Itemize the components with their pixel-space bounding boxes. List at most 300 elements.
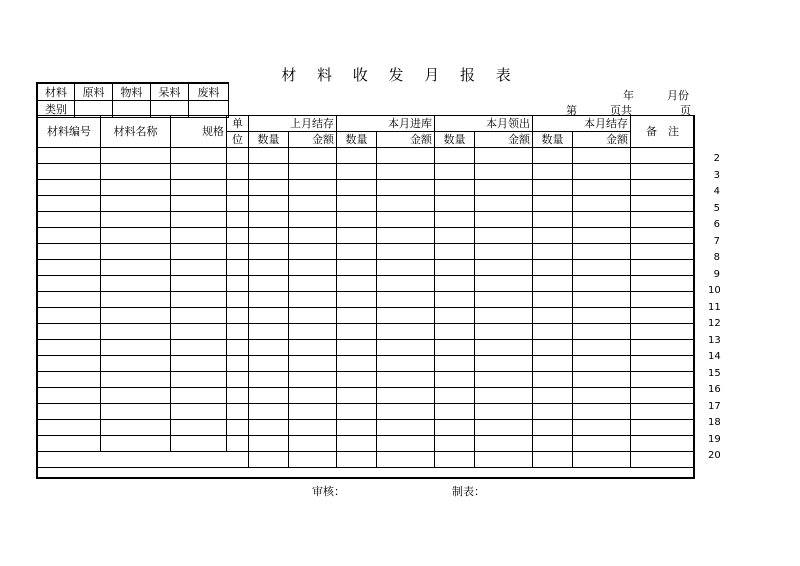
- category-label-2: 类别: [38, 101, 75, 118]
- table-cell[interactable]: [533, 244, 573, 260]
- table-cell[interactable]: [249, 260, 289, 276]
- table-cell[interactable]: [377, 244, 435, 260]
- table-cell[interactable]: [573, 452, 631, 468]
- table-cell[interactable]: [289, 292, 337, 308]
- table-cell[interactable]: [475, 196, 533, 212]
- table-cell[interactable]: [38, 388, 101, 404]
- table-cell[interactable]: [337, 324, 377, 340]
- col-header-unit-2: 位: [227, 132, 249, 148]
- table-cell[interactable]: [289, 404, 337, 420]
- table-cell[interactable]: [533, 276, 573, 292]
- table-cell[interactable]: [337, 260, 377, 276]
- table-cell[interactable]: [227, 324, 249, 340]
- table-cell[interactable]: [377, 180, 435, 196]
- category-table: [37, 83, 229, 118]
- table-cell[interactable]: [435, 372, 475, 388]
- table-cell[interactable]: [533, 212, 573, 228]
- table-cell[interactable]: [377, 372, 435, 388]
- table-row: [38, 196, 695, 212]
- table-cell[interactable]: [227, 372, 249, 388]
- table-cell[interactable]: [573, 436, 631, 452]
- table-cell[interactable]: [101, 164, 171, 180]
- table-cell[interactable]: [101, 260, 171, 276]
- table-row: [38, 180, 695, 196]
- table-cell[interactable]: [631, 356, 695, 372]
- col-header-qty: 数量: [249, 132, 289, 148]
- table-cell[interactable]: [337, 180, 377, 196]
- table-cell[interactable]: [38, 452, 249, 468]
- table-cell[interactable]: [475, 164, 533, 180]
- table-cell[interactable]: [249, 244, 289, 260]
- category-top-border: [37, 82, 229, 84]
- table-cell[interactable]: [38, 260, 101, 276]
- row-number: 14: [708, 351, 721, 362]
- table-cell[interactable]: [171, 244, 227, 260]
- table-cell[interactable]: [289, 324, 337, 340]
- table-cell[interactable]: [435, 148, 475, 164]
- table-cell[interactable]: [171, 308, 227, 324]
- table-cell[interactable]: [631, 324, 695, 340]
- table-cell[interactable]: [377, 260, 435, 276]
- page-suffix: 页: [680, 104, 691, 117]
- col-header-group-out: 本月领出: [435, 116, 533, 132]
- table-cell[interactable]: [573, 324, 631, 340]
- table-cell[interactable]: [249, 356, 289, 372]
- table-cell[interactable]: [435, 196, 475, 212]
- table-row: [38, 260, 695, 276]
- table-cell[interactable]: [631, 196, 695, 212]
- table-cell[interactable]: [475, 388, 533, 404]
- table-cell[interactable]: [337, 420, 377, 436]
- table-cell[interactable]: [337, 164, 377, 180]
- table-cell[interactable]: [533, 164, 573, 180]
- table-cell[interactable]: [377, 404, 435, 420]
- table-cell[interactable]: [435, 308, 475, 324]
- table-cell[interactable]: [377, 324, 435, 340]
- table-cell[interactable]: [38, 276, 101, 292]
- table-cell[interactable]: [289, 388, 337, 404]
- table-cell[interactable]: [337, 308, 377, 324]
- table-cell[interactable]: [377, 436, 435, 452]
- table-cell[interactable]: [631, 452, 695, 468]
- table-cell[interactable]: [38, 196, 101, 212]
- table-cell[interactable]: [533, 180, 573, 196]
- table-cell[interactable]: [337, 292, 377, 308]
- table-cell[interactable]: [227, 436, 249, 452]
- table-cell[interactable]: [573, 148, 631, 164]
- table-cell[interactable]: [249, 196, 289, 212]
- table-cell[interactable]: [435, 388, 475, 404]
- table-cell[interactable]: [435, 436, 475, 452]
- table-cell[interactable]: [533, 452, 573, 468]
- table-cell[interactable]: [475, 356, 533, 372]
- table-cell[interactable]: [573, 260, 631, 276]
- table-cell[interactable]: [475, 228, 533, 244]
- table-cell[interactable]: [573, 372, 631, 388]
- table-cell[interactable]: [289, 308, 337, 324]
- table-cell[interactable]: [289, 356, 337, 372]
- table-cell[interactable]: [227, 212, 249, 228]
- table-cell[interactable]: [227, 276, 249, 292]
- table-cell[interactable]: [249, 308, 289, 324]
- table-cell[interactable]: [171, 148, 227, 164]
- page-title: 材 料 收 发 月 报 表: [281, 66, 519, 84]
- table-cell[interactable]: [249, 340, 289, 356]
- table-cell[interactable]: [573, 244, 631, 260]
- table-cell[interactable]: [289, 244, 337, 260]
- table-cell[interactable]: [289, 228, 337, 244]
- table-cell[interactable]: [435, 292, 475, 308]
- table-cell[interactable]: [435, 340, 475, 356]
- table-cell[interactable]: [227, 260, 249, 276]
- table-cell[interactable]: [337, 244, 377, 260]
- table-cell[interactable]: [377, 276, 435, 292]
- table-cell[interactable]: [573, 404, 631, 420]
- table-cell[interactable]: [227, 388, 249, 404]
- table-cell[interactable]: [475, 436, 533, 452]
- table-cell[interactable]: [377, 420, 435, 436]
- table-cell[interactable]: [227, 196, 249, 212]
- table-cell[interactable]: [249, 228, 289, 244]
- table-cell[interactable]: [435, 420, 475, 436]
- table-cell[interactable]: [475, 308, 533, 324]
- col-header-name: 材料名称: [101, 116, 171, 148]
- table-cell[interactable]: [475, 324, 533, 340]
- table-cell[interactable]: [631, 276, 695, 292]
- table-cell[interactable]: [533, 324, 573, 340]
- table-cell[interactable]: [435, 260, 475, 276]
- table-cell[interactable]: [38, 212, 101, 228]
- table-cell[interactable]: [227, 180, 249, 196]
- table-cell[interactable]: [249, 436, 289, 452]
- table-cell[interactable]: [377, 148, 435, 164]
- table-cell[interactable]: [101, 180, 171, 196]
- table-row: [38, 164, 695, 180]
- table-cell[interactable]: [435, 212, 475, 228]
- row-number: 6: [713, 219, 720, 230]
- table-cell[interactable]: [533, 228, 573, 244]
- table-cell[interactable]: [101, 324, 171, 340]
- table-cell[interactable]: [475, 148, 533, 164]
- table-cell[interactable]: [249, 212, 289, 228]
- table-cell[interactable]: [337, 212, 377, 228]
- table-cell[interactable]: [249, 292, 289, 308]
- table-cell[interactable]: [227, 164, 249, 180]
- table-cell[interactable]: [101, 228, 171, 244]
- table-cell[interactable]: [289, 180, 337, 196]
- table-cell[interactable]: [631, 420, 695, 436]
- table-cell[interactable]: [475, 292, 533, 308]
- table-cell[interactable]: [533, 260, 573, 276]
- table-cell[interactable]: [289, 372, 337, 388]
- table-cell[interactable]: [227, 292, 249, 308]
- table-cell[interactable]: [631, 164, 695, 180]
- table-cell[interactable]: [289, 276, 337, 292]
- table-cell[interactable]: [573, 164, 631, 180]
- table-cell[interactable]: [337, 452, 377, 468]
- table-cell[interactable]: [573, 420, 631, 436]
- table-cell[interactable]: [101, 436, 171, 452]
- table-cell[interactable]: [289, 212, 337, 228]
- table-cell[interactable]: [475, 212, 533, 228]
- table-cell[interactable]: [171, 324, 227, 340]
- table-cell[interactable]: [631, 340, 695, 356]
- table-cell[interactable]: [337, 148, 377, 164]
- table-cell[interactable]: [631, 180, 695, 196]
- table-cell[interactable]: [249, 404, 289, 420]
- table-cell[interactable]: [573, 308, 631, 324]
- table-cell[interactable]: [475, 420, 533, 436]
- table-cell[interactable]: [573, 388, 631, 404]
- table-cell[interactable]: [38, 308, 101, 324]
- table-cell[interactable]: [171, 276, 227, 292]
- table-cell[interactable]: [289, 420, 337, 436]
- row-number: 20: [708, 450, 721, 461]
- row-number: 8: [713, 252, 720, 263]
- table-cell[interactable]: [475, 244, 533, 260]
- row-number: 2: [713, 153, 720, 164]
- table-cell[interactable]: [171, 260, 227, 276]
- table-cell[interactable]: [101, 244, 171, 260]
- table-cell[interactable]: [289, 148, 337, 164]
- table-cell[interactable]: [249, 388, 289, 404]
- table-cell[interactable]: [631, 148, 695, 164]
- row-number: 3: [713, 169, 720, 181]
- table-cell[interactable]: [249, 180, 289, 196]
- table-cell[interactable]: [573, 340, 631, 356]
- table-cell[interactable]: [475, 452, 533, 468]
- table-cell[interactable]: [435, 404, 475, 420]
- table-cell[interactable]: [38, 148, 101, 164]
- table-cell[interactable]: [38, 164, 101, 180]
- table-cell[interactable]: [337, 356, 377, 372]
- table-cell[interactable]: [435, 356, 475, 372]
- table-cell[interactable]: [533, 340, 573, 356]
- table-row: [38, 436, 695, 452]
- table-cell[interactable]: [101, 372, 171, 388]
- table-cell[interactable]: [101, 148, 171, 164]
- table-cell[interactable]: [337, 372, 377, 388]
- table-cell[interactable]: [249, 420, 289, 436]
- table-cell[interactable]: [38, 436, 101, 452]
- table-cell[interactable]: [573, 356, 631, 372]
- table-cell[interactable]: [533, 356, 573, 372]
- report-table: [37, 115, 695, 468]
- table-cell[interactable]: [101, 340, 171, 356]
- table-cell[interactable]: [227, 340, 249, 356]
- table-cell[interactable]: [249, 452, 289, 468]
- table-cell[interactable]: [377, 292, 435, 308]
- col-header-amount: 金额: [475, 132, 533, 148]
- table-cell[interactable]: [377, 212, 435, 228]
- table-cell[interactable]: [38, 228, 101, 244]
- table-cell[interactable]: [289, 196, 337, 212]
- table-cell[interactable]: [227, 148, 249, 164]
- table-row: [38, 356, 695, 372]
- table-cell[interactable]: [533, 372, 573, 388]
- table-cell[interactable]: [533, 420, 573, 436]
- table-cell[interactable]: [573, 292, 631, 308]
- table-cell[interactable]: [171, 180, 227, 196]
- table-cell[interactable]: [631, 228, 695, 244]
- table-cell[interactable]: [38, 292, 101, 308]
- table-cell[interactable]: [38, 244, 101, 260]
- table-cell[interactable]: [377, 228, 435, 244]
- col-header-spec: 规格: [171, 116, 227, 148]
- table-cell[interactable]: [631, 212, 695, 228]
- table-cell[interactable]: [377, 164, 435, 180]
- table-cell[interactable]: [573, 196, 631, 212]
- table-cell[interactable]: [631, 372, 695, 388]
- table-cell[interactable]: [101, 276, 171, 292]
- row-number: 4: [713, 186, 720, 197]
- col-header-amount: 金额: [573, 132, 631, 148]
- table-cell[interactable]: [533, 436, 573, 452]
- table-cell[interactable]: [101, 420, 171, 436]
- table-row: [38, 420, 695, 436]
- table-cell[interactable]: [171, 228, 227, 244]
- table-cell[interactable]: [38, 340, 101, 356]
- table-cell[interactable]: [38, 420, 101, 436]
- table-cell[interactable]: [289, 452, 337, 468]
- table-cell[interactable]: [435, 228, 475, 244]
- table-cell[interactable]: [171, 164, 227, 180]
- table-cell[interactable]: [631, 260, 695, 276]
- table-cell[interactable]: [631, 436, 695, 452]
- table-cell[interactable]: [38, 404, 101, 420]
- table-cell[interactable]: [101, 356, 171, 372]
- col-header-amount: 金额: [377, 132, 435, 148]
- table-cell[interactable]: [171, 420, 227, 436]
- table-row: [38, 276, 695, 292]
- table-cell[interactable]: [631, 404, 695, 420]
- table-cell[interactable]: [101, 196, 171, 212]
- table-row: [38, 244, 695, 260]
- table-cell[interactable]: [101, 388, 171, 404]
- table-cell[interactable]: [289, 164, 337, 180]
- table-cell[interactable]: [377, 356, 435, 372]
- row-number: 16: [708, 384, 721, 395]
- table-cell[interactable]: [337, 388, 377, 404]
- row-number: 18: [708, 417, 721, 428]
- table-cell[interactable]: [171, 404, 227, 420]
- table-cell[interactable]: [227, 228, 249, 244]
- table-cell[interactable]: [475, 180, 533, 196]
- table-cell[interactable]: [533, 196, 573, 212]
- table-cell[interactable]: [631, 308, 695, 324]
- table-cell[interactable]: [249, 148, 289, 164]
- table-cell[interactable]: [631, 388, 695, 404]
- table-cell[interactable]: [38, 372, 101, 388]
- table-cell[interactable]: [435, 324, 475, 340]
- table-cell[interactable]: [337, 436, 377, 452]
- table-cell[interactable]: [249, 372, 289, 388]
- table-cell[interactable]: [227, 244, 249, 260]
- table-cell[interactable]: [337, 404, 377, 420]
- col-header-group-closing: 本月结存: [533, 116, 631, 132]
- table-cell[interactable]: [533, 292, 573, 308]
- table-cell[interactable]: [171, 340, 227, 356]
- table-row: [38, 228, 695, 244]
- table-cell[interactable]: [38, 356, 101, 372]
- table-cell[interactable]: [573, 180, 631, 196]
- table-row: [38, 404, 695, 420]
- table-row: [38, 212, 695, 228]
- table-cell[interactable]: [475, 260, 533, 276]
- table-cell[interactable]: [227, 356, 249, 372]
- table-cell[interactable]: [377, 196, 435, 212]
- table-cell[interactable]: [101, 212, 171, 228]
- table-cell[interactable]: [101, 308, 171, 324]
- table-cell[interactable]: [573, 276, 631, 292]
- table-cell[interactable]: [171, 372, 227, 388]
- row-number: 19: [708, 433, 721, 445]
- row-number: 13: [708, 334, 721, 346]
- table-cell[interactable]: [475, 340, 533, 356]
- table-cell[interactable]: [631, 292, 695, 308]
- table-cell[interactable]: [435, 276, 475, 292]
- table-cell[interactable]: [533, 388, 573, 404]
- table-cell[interactable]: [631, 244, 695, 260]
- table-cell[interactable]: [377, 452, 435, 468]
- table-cell[interactable]: [435, 244, 475, 260]
- table-cell[interactable]: [573, 212, 631, 228]
- table-cell[interactable]: [289, 260, 337, 276]
- table-cell[interactable]: [249, 164, 289, 180]
- table-cell[interactable]: [249, 324, 289, 340]
- col-header-code: 材料编号: [38, 116, 101, 148]
- table-cell[interactable]: [171, 212, 227, 228]
- table-cell[interactable]: [435, 452, 475, 468]
- table-cell[interactable]: [171, 388, 227, 404]
- table-cell[interactable]: [533, 148, 573, 164]
- table-cell[interactable]: [377, 388, 435, 404]
- col-header-amount: 金额: [289, 132, 337, 148]
- table-cell[interactable]: [475, 276, 533, 292]
- row-number: 9: [713, 268, 720, 280]
- table-cell[interactable]: [377, 308, 435, 324]
- table-cell[interactable]: [337, 196, 377, 212]
- table-cell[interactable]: [475, 404, 533, 420]
- table-cell[interactable]: [573, 228, 631, 244]
- table-cell[interactable]: [101, 404, 171, 420]
- table-cell[interactable]: [377, 340, 435, 356]
- table-cell[interactable]: [249, 276, 289, 292]
- table-cell[interactable]: [289, 436, 337, 452]
- table-cell[interactable]: [171, 356, 227, 372]
- table-cell[interactable]: [101, 292, 171, 308]
- table-cell[interactable]: [337, 276, 377, 292]
- table-cell[interactable]: [337, 228, 377, 244]
- table-cell[interactable]: [227, 404, 249, 420]
- table-cell[interactable]: [435, 180, 475, 196]
- table-cell[interactable]: [171, 196, 227, 212]
- table-cell[interactable]: [227, 420, 249, 436]
- table-cell[interactable]: [171, 292, 227, 308]
- table-cell[interactable]: [171, 436, 227, 452]
- table-cell[interactable]: [475, 372, 533, 388]
- table-cell[interactable]: [38, 180, 101, 196]
- table-cell[interactable]: [533, 308, 573, 324]
- table-cell[interactable]: [38, 324, 101, 340]
- table-row: [38, 324, 695, 340]
- table-cell[interactable]: [289, 340, 337, 356]
- table-cell[interactable]: [533, 404, 573, 420]
- table-cell[interactable]: [435, 164, 475, 180]
- category-option-raw: 原料: [75, 84, 113, 101]
- table-cell[interactable]: [227, 308, 249, 324]
- table-cell[interactable]: [337, 340, 377, 356]
